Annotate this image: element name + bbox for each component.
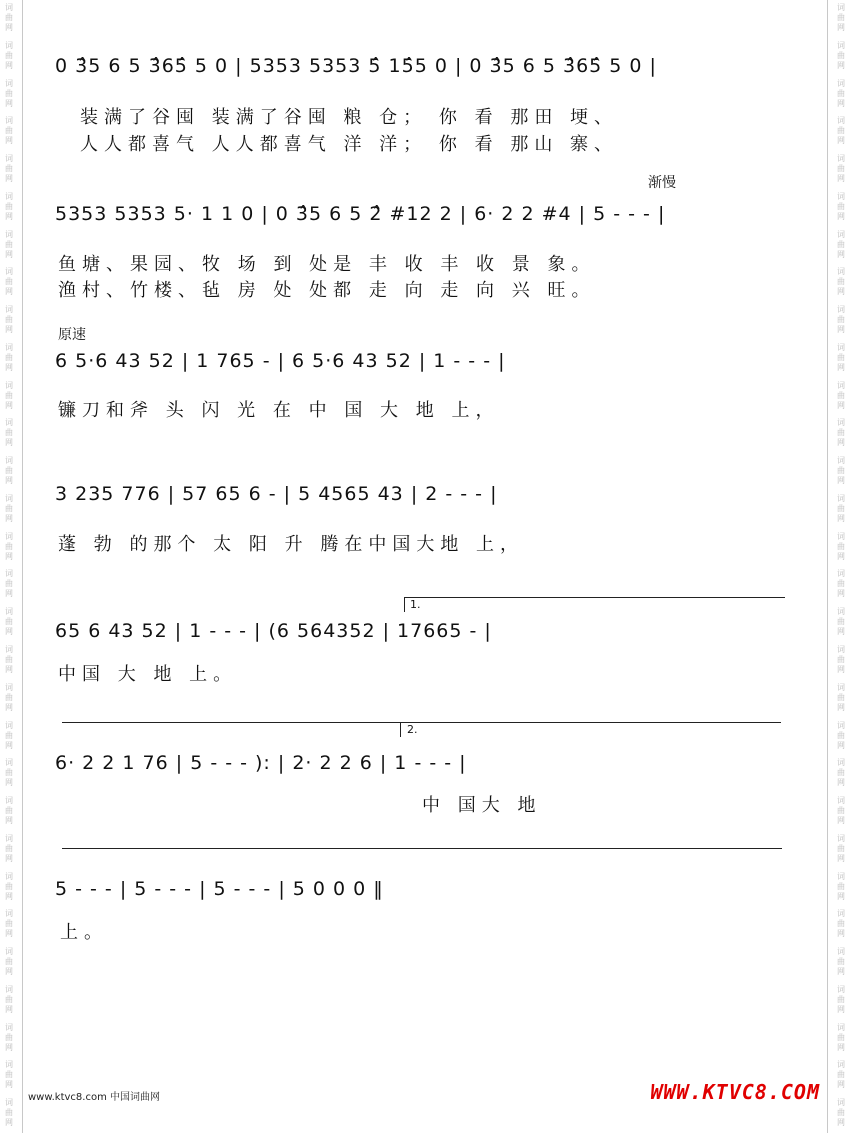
watermark-text: 词 曲 网 [5, 342, 13, 372]
watermark-text: 词 曲 网 [837, 456, 845, 486]
footer-site-link[interactable]: www.ktvc8.com 中国词曲网 [28, 1092, 161, 1103]
watermark-text: 词 曲 网 [5, 720, 13, 750]
watermark-text: 词 曲 网 [837, 305, 845, 335]
line-3-lyric: 镰刀和斧 头 闪 光 在 中 国 大 地 上， [58, 400, 500, 421]
score-line-6-notes: 6· 2 2 1 76 | 5 - - - ): | 2· 2 2 6 | 1 - - - | [55, 752, 467, 774]
watermark-text: 词 曲 网 [837, 796, 845, 826]
watermark-text: 词 曲 网 [837, 267, 845, 297]
watermark-text: 词 曲 网 [5, 1060, 13, 1090]
watermark-text: 词 曲 网 [5, 947, 13, 977]
watermark-text: 词 曲 网 [5, 154, 13, 184]
repeat-continuation-line [62, 722, 400, 723]
footer-site-logo[interactable]: WWW.KTVC8.COM [650, 1080, 820, 1104]
watermark-text: 词 曲 网 [837, 1022, 845, 1052]
watermark-text: 词 曲 网 [837, 191, 845, 221]
line-6-lyric: 中 国大 地 [422, 795, 542, 816]
watermark-text: 词 曲 网 [5, 493, 13, 523]
watermark-text: 词 曲 网 [5, 191, 13, 221]
watermark-text: 词 曲 网 [5, 267, 13, 297]
watermark-text: 词 曲 网 [837, 3, 845, 32]
watermark-text: 词 曲 网 [5, 871, 13, 901]
score-line-5-notes: 65 6 43 52 | 1 - - - | (6 564352 | 17665 - | [55, 620, 492, 642]
watermark-text: 词 曲 网 [837, 531, 845, 561]
watermark-text: 词 曲 网 [5, 1022, 13, 1052]
watermark-text: 词 曲 网 [5, 758, 13, 788]
volta-1-label: 1. [410, 598, 421, 611]
watermark-text: 词 曲 网 [837, 342, 845, 372]
right-watermark [834, 0, 848, 1133]
watermark-text: 词 曲 网 [5, 3, 13, 32]
watermark-text: 词 曲 网 [837, 1060, 845, 1090]
watermark-text: 词 曲 网 [5, 909, 13, 939]
watermark-text: 词 曲 网 [837, 380, 845, 410]
tempo-mark-rit: 渐慢 [648, 175, 676, 191]
line-1-lyric-verse-1: 装满了谷囤 装满了谷囤 粮 仓； 你 看 那田 埂、 [80, 107, 619, 128]
watermark-text: 词 曲 网 [837, 493, 845, 523]
score-line-7-notes: 5 - - - | 5 - - - | 5 - - - | 5 0 0 0 ‖ [55, 878, 384, 900]
watermark-text: 词 曲 网 [5, 305, 13, 335]
watermark-text: 词 曲 网 [5, 78, 13, 108]
watermark-text: 词 曲 网 [837, 871, 845, 901]
watermark-text: 词 曲 网 [837, 116, 845, 146]
watermark-text: 词 曲 网 [5, 531, 13, 561]
watermark-text: 词 曲 网 [5, 418, 13, 448]
watermark-text: 词 曲 网 [837, 607, 845, 637]
watermark-text: 词 曲 网 [5, 116, 13, 146]
line-4-lyric: 蓬 勃 的那个 太 阳 升 腾在中国大地 上， [58, 534, 525, 555]
watermark-text: 词 曲 网 [5, 40, 13, 70]
watermark-text: 词 曲 网 [5, 984, 13, 1014]
watermark-text: 词 曲 网 [837, 833, 845, 863]
watermark-text: 词 曲 网 [837, 984, 845, 1014]
watermark-text: 词 曲 网 [837, 569, 845, 599]
watermark-text: 词 曲 网 [837, 78, 845, 108]
watermark-text: 词 曲 网 [837, 682, 845, 712]
watermark-text: 词 曲 网 [5, 833, 13, 863]
watermark-text: 词 曲 网 [837, 947, 845, 977]
watermark-text: 词 曲 网 [837, 909, 845, 939]
watermark-text: 词 曲 网 [837, 758, 845, 788]
line-2-lyric-verse-2: 渔村、竹楼、毡 房 处 处都 走 向 走 向 兴 旺。 [58, 280, 596, 301]
score-line-3-notes: 6 5·6 43 52 | 1 765 - | 6 5·6 43 52 | 1 - - - | [55, 350, 506, 372]
watermark-text: 词 曲 网 [837, 154, 845, 184]
watermark-text: 词 曲 网 [5, 796, 13, 826]
watermark-text: 词 曲 网 [5, 569, 13, 599]
tempo-mark-a-tempo: 原速 [58, 327, 86, 343]
score-line-1-notes: 0 3̂5 6 5 3̂65̂ 5 0 | 5353 5353 5̂ 15̂5 0 | 0 3̂5 6 5 3̂65̂ 5 0 | [55, 55, 657, 77]
left-border-line [22, 0, 23, 1133]
volta-2-bracket [400, 722, 781, 737]
tie-continuation-line [62, 848, 782, 849]
watermark-text: 词 曲 网 [5, 607, 13, 637]
line-1-lyric-verse-2: 人人都喜气 人人都喜气 洋 洋； 你 看 那山 寨、 [80, 134, 619, 155]
volta-1-bracket [404, 597, 785, 612]
line-7-lyric: 上。 [60, 922, 108, 943]
watermark-text: 词 曲 网 [5, 645, 13, 675]
watermark-text: 词 曲 网 [5, 229, 13, 259]
line-2-lyric-verse-1: 鱼塘、果园、牧 场 到 处是 丰 收 丰 收 景 象。 [58, 254, 596, 275]
watermark-text: 词 曲 网 [5, 682, 13, 712]
score-line-4-notes: 3 235 776 | 57 65 6 - | 5 4565 43 | 2 - - - | [55, 483, 498, 505]
watermark-text: 词 曲 网 [837, 418, 845, 448]
watermark-text: 词 曲 网 [837, 645, 845, 675]
left-watermark [2, 0, 16, 1133]
watermark-text: 词 曲 网 [837, 720, 845, 750]
watermark-text: 词 曲 网 [837, 1098, 845, 1128]
watermark-text: 词 曲 网 [5, 380, 13, 410]
watermark-text: 词 曲 网 [837, 40, 845, 70]
watermark-text: 词 曲 网 [837, 229, 845, 259]
line-5-lyric: 中国 大 地 上。 [58, 664, 238, 685]
watermark-text: 词 曲 网 [5, 1098, 13, 1128]
score-line-2-notes: 5353 5353 5· 1 1 0 | 0 3̂5 6 5 2̂ #12 2 | 6· 2 2 #4 | 5 - - - | [55, 203, 666, 225]
right-border-line [827, 0, 828, 1133]
volta-2-label: 2. [407, 723, 418, 736]
watermark-text: 词 曲 网 [5, 456, 13, 486]
